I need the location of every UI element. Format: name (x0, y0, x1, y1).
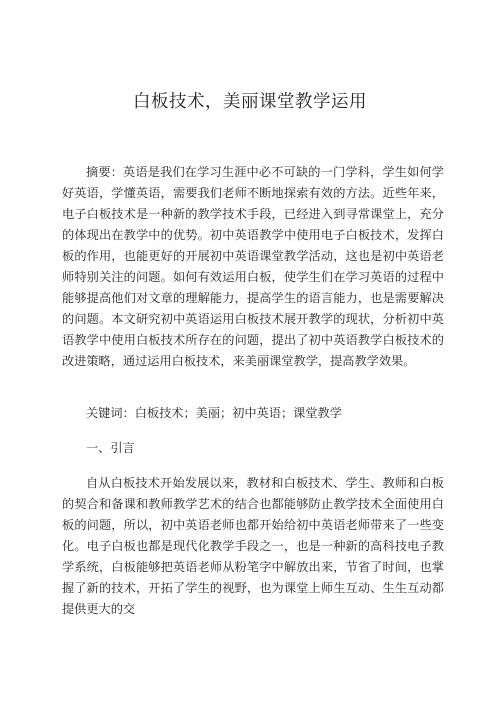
body-paragraph: 自从白板技术开始发展以来，教材和白板技术、学生、教师和白板的契合和备课和教师教学艺术的结合也都能够防止教学技术全面使用白板的问题，所以，初中英语老师也都开始给初中英语老师带来了一些变化。电子白板也都是现代化教学手段之一，也是一种新的高科技电子教学系统，白板能够把英语老师从粉笔字中解放出来，节省了时间，也掌握了新的技术，开拓了学生的视野，也为课堂上师生互动、生生互动都提供更大的交 (62, 476, 444, 616)
abstract-paragraph: 摘要：英语是我们在学习生涯中必不可缺的一门学科，学生如何学好英语，学懂英语，需要我们老师不断地探索有效的方法。近些年来，电子白板技术是一种新的教学技术手段，已经进入到寻常课堂上，充分的体现出在教学中的优势。初中英语教学中使用电子白板技术，发挥白板的作用，也能更好的开展初中英语课堂教学活动，这也是初中英语老师特别关注的问题。如何有效运用白板，使学生们在学习英语的过程中能够提高他们对文章的理解能力，提高学生的语言能力，也是需要解决的问题。本文研究初中英语运用白板技术展开教学的现状，分析初中英语教学中使用白板技术所存在的问题，提出了初中英语教学白板技术的改进策略，通过运用白板技术，来美丽课堂教学，提高教学效果。 (62, 165, 444, 368)
document-title: 白板技术，美丽课堂教学运用 (133, 92, 367, 112)
section-heading: 一、引言 (86, 441, 135, 455)
keywords-line: 关键词：白板技术；美丽；初中英语；课堂教学 (86, 406, 342, 420)
